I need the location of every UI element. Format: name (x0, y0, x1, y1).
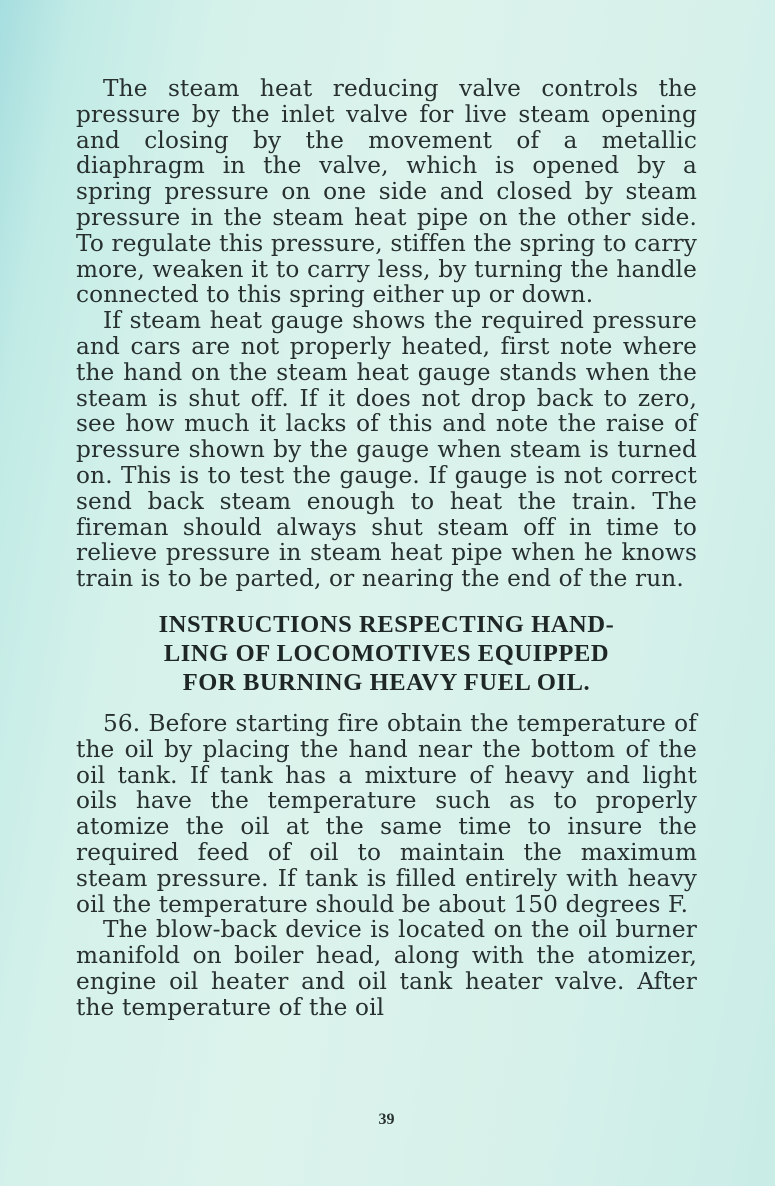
book-page (76, 76, 697, 1136)
heading-line-3: FOR BURNING HEAVY FUEL OIL. (182, 668, 591, 696)
paragraph-56-oil-temperature: 56. Before starting fire obtain the temperature of the oil by placing the hand near the bottom of the oil tank. If tank has a mixture of heavy and light oils have the temperature such as to properly atomize the oil at the same time to insure the required feed of oil to maintain the maximum steam pressure. If tank is filled entirely with heavy oil the temperature should be about 150 degrees F. (76, 709, 697, 918)
section-heading (76, 610, 697, 697)
page-number: 39 (378, 1111, 395, 1128)
paragraph-steam-heat-gauge: If steam heat gauge shows the required pressure and cars are not properly heated, first note where the hand on the steam heat gauge stands when the steam is shut off. If it does not drop back to zero, see how much it lacks of this and note the raise of pressure shown by the gauge when steam is turned on. This is to test the gauge. If gauge is not correct send back steam enough to heat the train. The fireman should always shut steam off in time to relieve pressure in steam heat pipe when he knows train is to be parted, or nearing the end of the run. (76, 307, 697, 593)
heading-line-2: LING OF LOCOMOTIVES EQUIPPED (163, 639, 610, 667)
heading-line-1: INSTRUCTIONS RESPECTING HAND- (158, 610, 615, 638)
paragraph-blow-back-device: The blow-back device is located on the oil burner manifold on boiler head, along with the atomizer, engine oil heater and oil tank heater valve. After the temperature of the oil (76, 916, 697, 1021)
paragraph-steam-reducing-valve: The steam heat reducing valve controls the pressure by the inlet valve for live steam opening and closing by the movement of a metallic diaphragm in the valve, which is opened by a spring pressure on one side and closed by steam pressure in the steam heat pipe on the other side. To regulate this pressure, stiffen the spring to carry more, weaken it to carry less, by turning the handle connected to this spring either up or down. (76, 75, 697, 309)
